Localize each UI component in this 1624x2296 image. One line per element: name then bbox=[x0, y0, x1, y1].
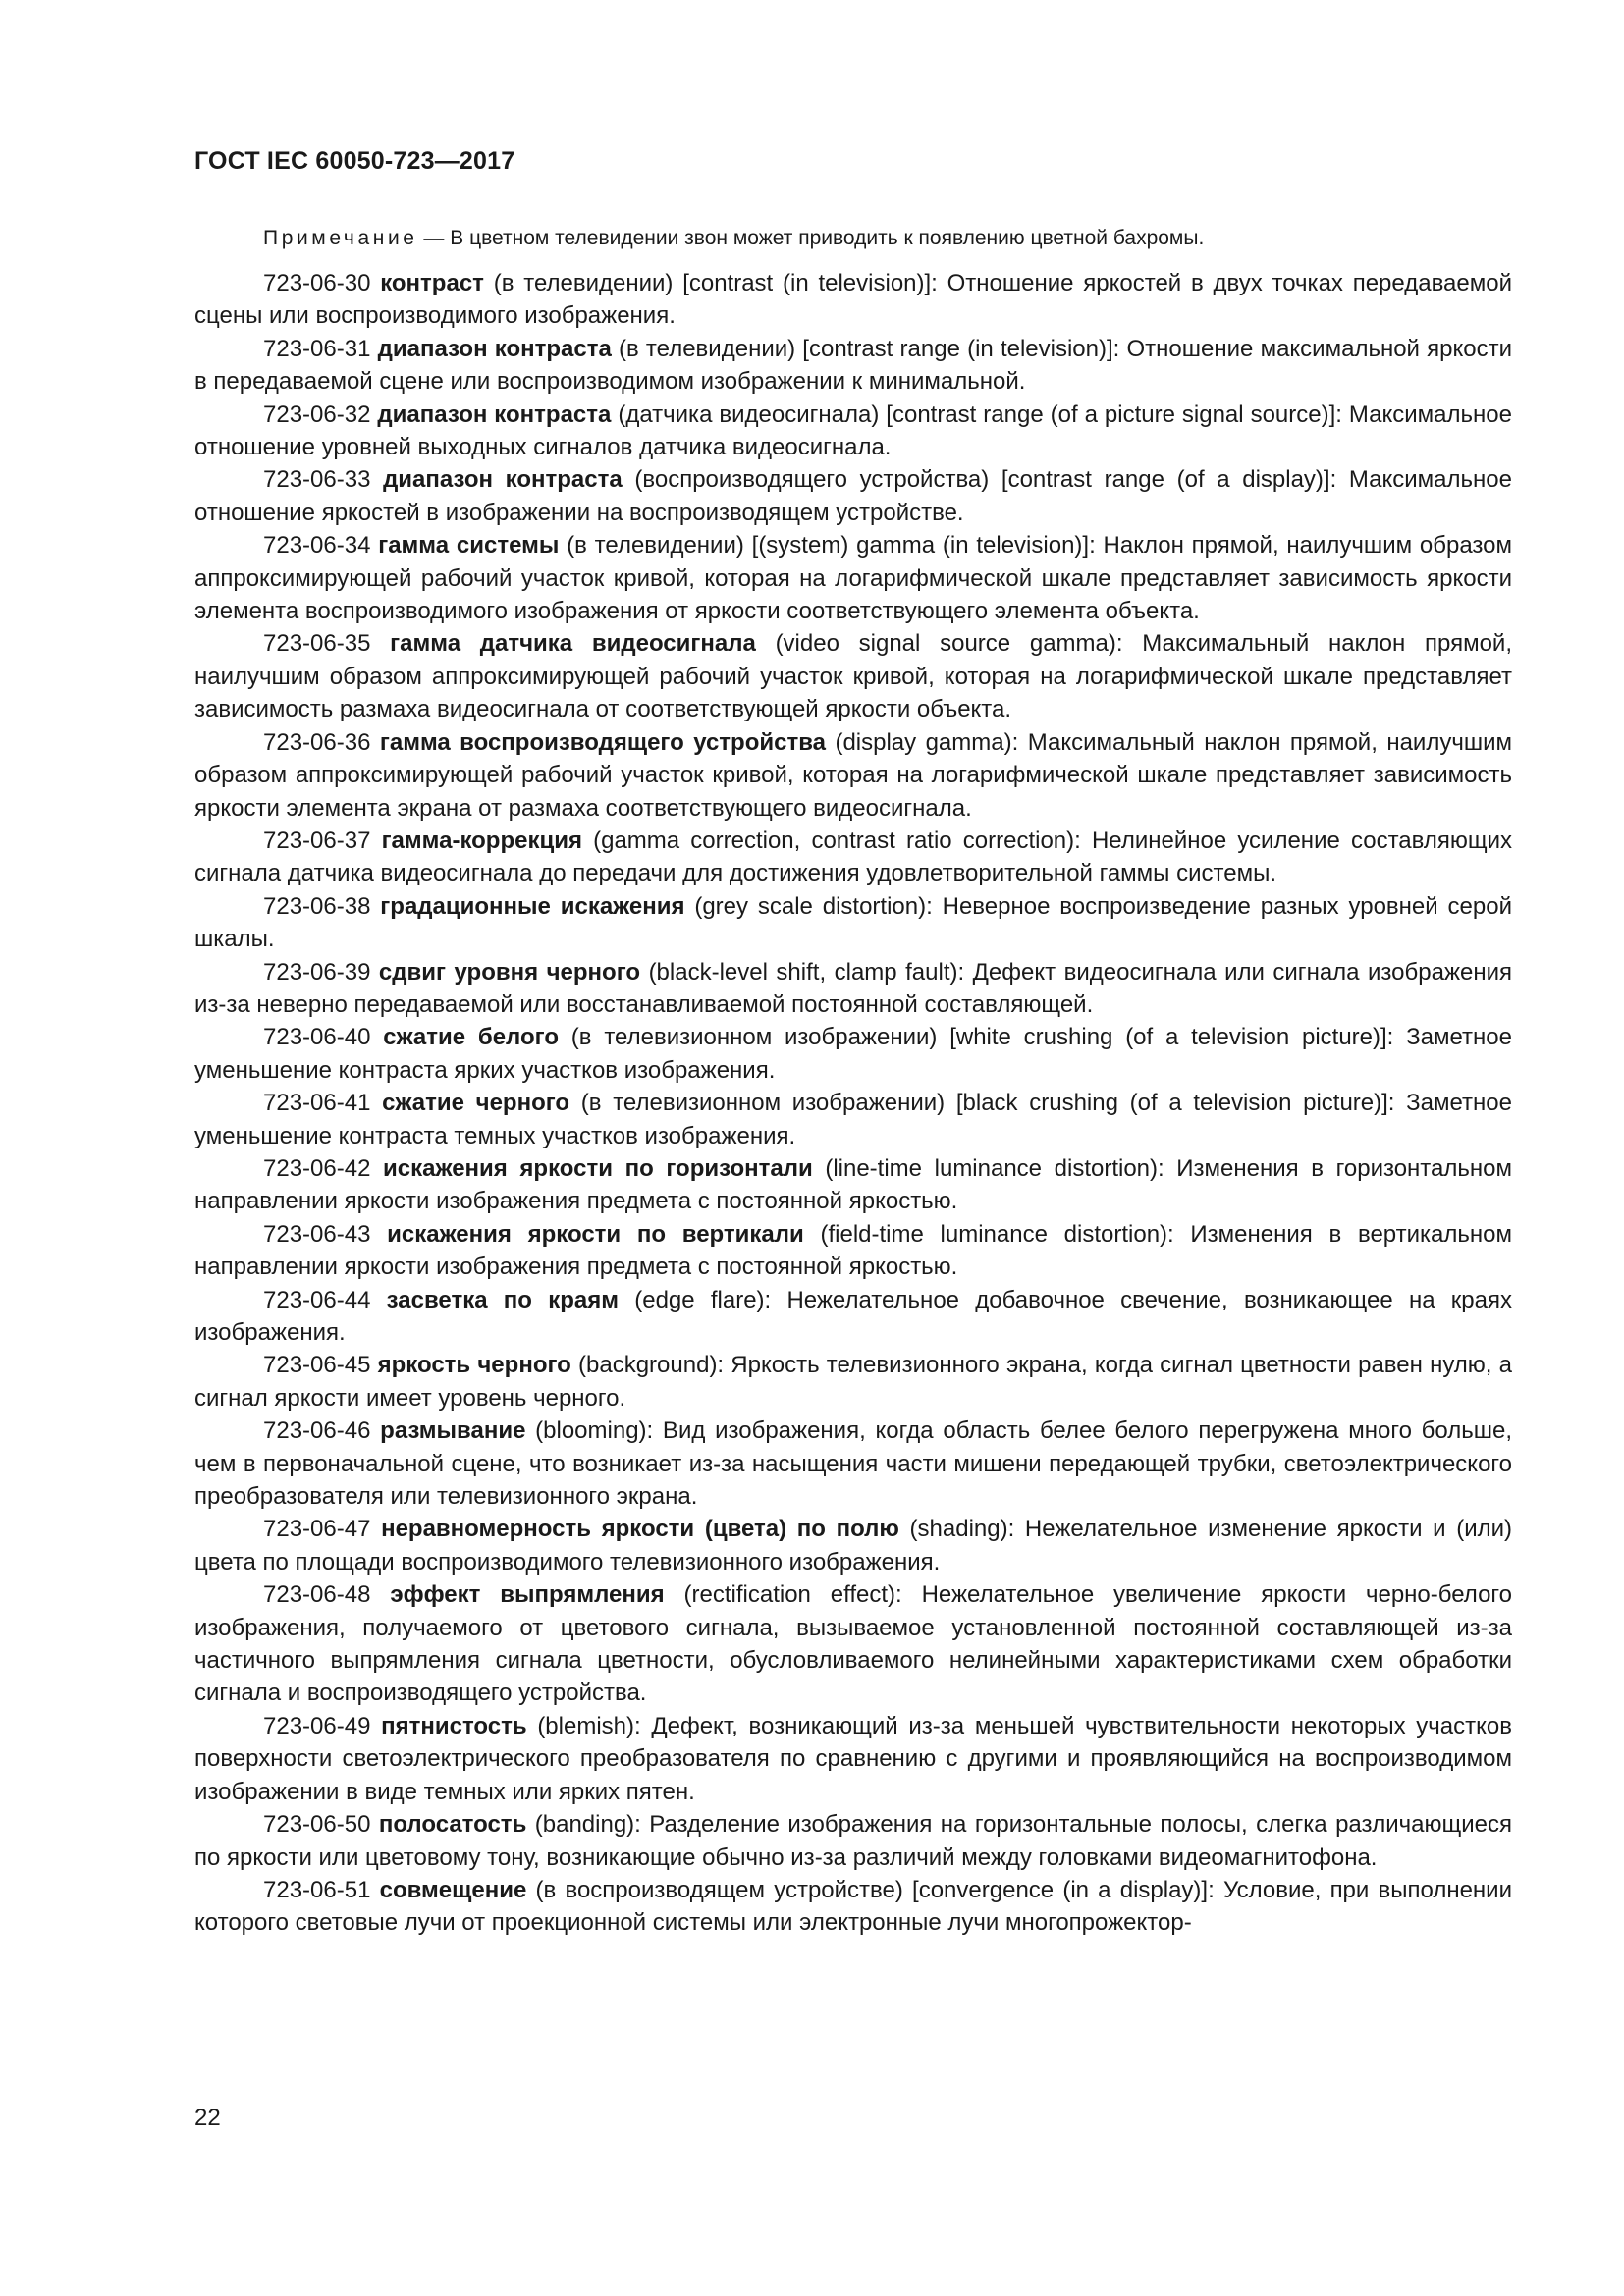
term-entry bbox=[194, 890, 1512, 956]
term-definition: (shading): Нежелательное изменение яркости и (или) цвета по площади воспроизводимого телевизионного изображения. bbox=[194, 1516, 1513, 1575]
term-entry bbox=[194, 825, 1512, 890]
term-name: диапазон контраста bbox=[377, 400, 612, 428]
term-number: 723-06-46 bbox=[263, 1417, 381, 1445]
term-entry bbox=[194, 1152, 1512, 1218]
term-definition: (датчика видеосигнала) [contrast range (of a picture signal source)]: Максимальное отношение уровней выходных сигналов датчика видеосигнала. bbox=[194, 400, 1512, 461]
term-entry bbox=[194, 1349, 1512, 1415]
term-number: 723-06-35 bbox=[263, 630, 391, 658]
term-name: полосатость bbox=[378, 1811, 527, 1839]
term-name: диапазон контраста bbox=[383, 466, 623, 494]
term-definition: (field-time luminance distortion): Изменения в вертикальном направлении яркости изображения предмета с постоянной яркостью. bbox=[194, 1220, 1512, 1281]
term-name: сжатие черного bbox=[382, 1090, 570, 1117]
term-definition: (banding): Разделение изображения на горизонтальные полосы, слегка различающиеся по яркости или цветовому тону, возникающие обычно из-за различий между головками видеомагнитофона. bbox=[194, 1811, 1512, 1871]
page-number: 22 bbox=[194, 2105, 221, 2131]
term-entry bbox=[194, 956, 1512, 1022]
note bbox=[194, 224, 1512, 253]
term-name: диапазон контраста bbox=[377, 335, 612, 362]
term-definition: (background): Яркость телевизионного экрана, когда сигнал цветности равен нулю, а сигнал яркости имеет уровень черного. bbox=[194, 1352, 1513, 1412]
term-entry bbox=[194, 1218, 1512, 1284]
term-entry bbox=[194, 1415, 1512, 1513]
term-name: гамма датчика видеосигнала bbox=[390, 630, 756, 658]
term-number: 723-06-40 bbox=[263, 1024, 384, 1051]
term-name: искажения яркости по горизонтали bbox=[383, 1154, 813, 1182]
term-name: совмещение bbox=[379, 1876, 527, 1903]
term-name: эффект выпрямления bbox=[390, 1581, 665, 1609]
document-header: ГОСТ IEC 60050-723—2017 bbox=[194, 147, 515, 175]
term-name: гамма системы bbox=[378, 532, 560, 560]
term-number: 723-06-50 bbox=[263, 1811, 379, 1839]
term-definition: (line-time luminance distortion): Изменения в горизонтальном направлении яркости изображения предмета с постоянной яркостью. bbox=[194, 1154, 1512, 1215]
note-label: Примечание bbox=[263, 227, 418, 249]
term-definition: (в телевидении) [contrast (in television)]: Отношение яркостей в двух точках передаваемой сцены или воспроизводимого изображения. bbox=[194, 270, 1512, 330]
term-definition: (grey scale distortion): Неверное воспроизведение разных уровней серой шкалы. bbox=[194, 892, 1512, 953]
term-definition: (в воспроизводящем устройстве) [convergence (in a display)]: Условие, при выполнении которого световые лучи от проекционной системы или электронные лучи многопрожектор- bbox=[194, 1876, 1512, 1937]
term-number: 723-06-48 bbox=[263, 1581, 391, 1609]
term-name: контраст bbox=[380, 270, 484, 296]
term-number: 723-06-37 bbox=[263, 827, 382, 854]
term-number: 723-06-49 bbox=[263, 1712, 382, 1739]
term-entry bbox=[194, 463, 1512, 529]
term-definition: (video signal source gamma): Максимальный наклон прямой, наилучшим образом аппроксимирующей рабочий участок кривой, которая на логарифмической шкале представляет зависимость размаха видеосигнала от соответствующей яркости объекта. bbox=[194, 630, 1512, 723]
term-number: 723-06-51 bbox=[263, 1876, 380, 1903]
term-number: 723-06-33 bbox=[263, 466, 384, 494]
term-definition: (gamma correction, contrast ratio correction): Нелинейное усиление составляющих сигнала датчика видеосигнала до передачи для достижения удовлетворительной гаммы системы. bbox=[194, 827, 1512, 887]
term-number: 723-06-44 bbox=[263, 1286, 387, 1313]
term-entry bbox=[194, 1578, 1512, 1710]
term-name: сжатие белого bbox=[383, 1024, 559, 1051]
term-definition: (в телевидении) [(system) gamma (in television)]: Наклон прямой, наилучшим образом аппроксимирующей рабочий участок кривой, которая на логарифмической шкале представляет зависимость яркости элемента воспроизводимого изображения от яркости соответствующего элемента объекта. bbox=[194, 532, 1512, 625]
term-entry bbox=[194, 1513, 1512, 1578]
term-name: искажения яркости по вертикали bbox=[387, 1220, 804, 1248]
term-definition: (edge flare): Нежелательное добавочное свечение, возникающее на краях изображения. bbox=[194, 1286, 1512, 1346]
term-entry bbox=[194, 1710, 1512, 1808]
term-number: 723-06-45 bbox=[263, 1352, 378, 1379]
term-number: 723-06-30 bbox=[263, 270, 381, 296]
term-definition: (в телевизионном изображении) [white crushing (of a television picture)]: Заметное уменьшение контраста ярких участков изображения. bbox=[194, 1024, 1512, 1084]
term-entry bbox=[194, 1087, 1512, 1152]
term-entry bbox=[194, 1021, 1512, 1087]
note-text: — В цветном телевидении звон может приводить к появлению цветной бахромы. bbox=[417, 227, 1205, 249]
term-definition: (black-level shift, clamp fault): Дефект видеосигнала или сигнала изображения из-за неверно передаваемой или восстанавливаемой постоянной составляющей. bbox=[194, 958, 1513, 1018]
term-number: 723-06-42 bbox=[263, 1154, 384, 1182]
term-number: 723-06-47 bbox=[263, 1516, 382, 1543]
term-name: гамма воспроизводящего устройства bbox=[379, 728, 827, 756]
document-body bbox=[194, 224, 1512, 1940]
term-entry bbox=[194, 399, 1512, 464]
term-name: гамма-коррекция bbox=[381, 827, 582, 854]
term-name: размывание bbox=[380, 1417, 526, 1445]
term-name: градационные искажения bbox=[380, 892, 685, 920]
term-number: 723-06-36 bbox=[263, 728, 380, 756]
term-definition: (blooming): Вид изображения, когда область белее белого перегружена много больше, чем в первоначальной сцене, что возникает из-за насыщения части мишени передающей трубки, светоэлектрического преобразователя или телевизионного экрана. bbox=[194, 1417, 1512, 1511]
term-number: 723-06-41 bbox=[263, 1090, 383, 1117]
term-number: 723-06-34 bbox=[263, 532, 379, 560]
term-definition: (display gamma): Максимальный наклон прямой, наилучшим образом аппроксимирующей рабочий участок кривой, которая на логарифмической шкале представляет зависимость яркости элемента экрана от размаха соответствующего видеосигнала. bbox=[194, 728, 1512, 822]
term-definition: (в телевизионном изображении) [black crushing (of a television picture)]: Заметное уменьшение контраста темных участков изображения. bbox=[194, 1090, 1512, 1149]
entry-list bbox=[194, 267, 1512, 1940]
term-number: 723-06-38 bbox=[263, 892, 381, 920]
term-name: засветка по краям bbox=[386, 1286, 619, 1313]
term-name: неравномерность яркости (цвета) по полю bbox=[381, 1516, 899, 1543]
term-name: пятнистость bbox=[381, 1712, 527, 1739]
term-definition: (воспроизводящего устройства) [contrast range (of a display)]: Максимальное отношение яркостей в изображении на воспроизводящем устройстве. bbox=[194, 466, 1512, 526]
term-entry bbox=[194, 333, 1512, 399]
term-name: сдвиг уровня черного bbox=[378, 958, 641, 986]
term-definition: (rectification effect): Нежелательное увеличение яркости черно-белого изображения, получаемого от цветового сигнала, вызываемое установленной постоянной составляющей из-за частичного выпрямления сигнала цветности, обусловливаемого нелинейными характеристиками схем обработки сигнала и воспроизводящего устройства. bbox=[194, 1581, 1512, 1707]
term-number: 723-06-39 bbox=[263, 958, 379, 986]
term-number: 723-06-43 bbox=[263, 1220, 388, 1248]
term-entry bbox=[194, 1808, 1512, 1874]
term-definition: (blemish): Дефект, возникающий из-за меньшей чувствительности некоторых участков поверхности светоэлектрического преобразователя по сравнению с другими и проявляющийся на воспроизводимом изображении в виде темных или ярких пятен. bbox=[194, 1712, 1513, 1805]
term-entry bbox=[194, 627, 1512, 725]
term-entry bbox=[194, 529, 1512, 627]
term-entry bbox=[194, 1284, 1512, 1350]
term-entry bbox=[194, 1874, 1512, 1940]
term-entry bbox=[194, 726, 1512, 825]
term-name: яркость черного bbox=[377, 1352, 571, 1379]
term-number: 723-06-31 bbox=[263, 335, 378, 362]
term-entry bbox=[194, 267, 1512, 333]
term-definition: (в телевидении) [contrast range (in television)]: Отношение максимальной яркости в передаваемой сцене или воспроизводимом изображении к минимальной. bbox=[194, 335, 1512, 396]
term-number: 723-06-32 bbox=[263, 400, 378, 428]
